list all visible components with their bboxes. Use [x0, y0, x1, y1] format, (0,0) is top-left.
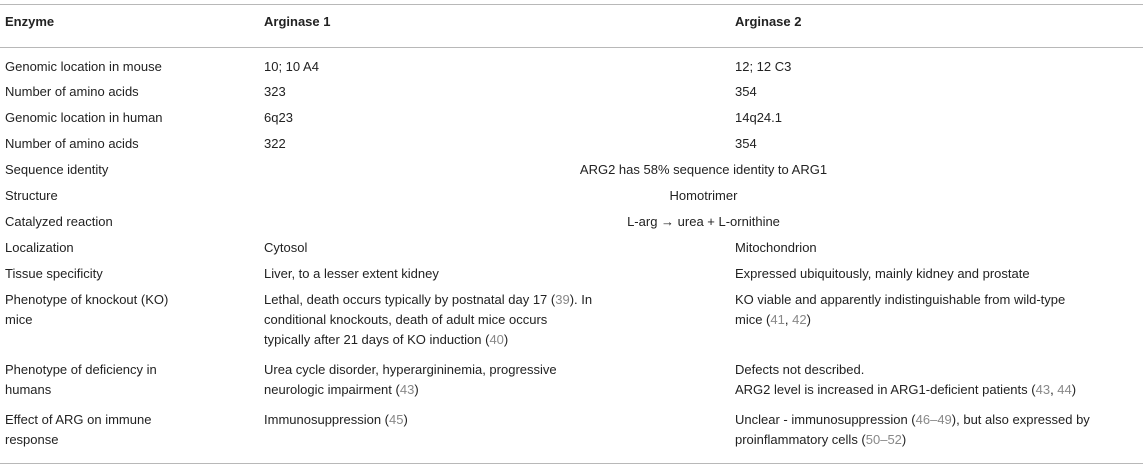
text-span: ): [414, 382, 419, 397]
row-label-genomic-human: Genomic location in human: [5, 110, 163, 125]
text-span: ): [403, 412, 408, 427]
arg2-localization: Mitochondrion: [735, 240, 817, 255]
arg2-aa-mouse: 354: [735, 84, 757, 99]
arg1-knockout-line2: conditional knockouts, death of adult mice occurs: [264, 312, 548, 327]
row-label-immune-line1: Effect of ARG on immune: [5, 412, 152, 427]
arg1-localization: Cytosol: [264, 240, 308, 255]
reference-link[interactable]: 45: [389, 412, 404, 427]
arg2-deficiency: [735, 360, 1143, 400]
catalyzed-reaction-value: L-arg → urea + L-ornithine: [627, 214, 780, 229]
row-label-structure: Structure: [5, 188, 58, 203]
header-enzyme: Enzyme: [5, 14, 55, 29]
row-label-genomic-mouse: Genomic location in mouse: [5, 59, 162, 74]
reference-link[interactable]: 41: [770, 312, 785, 327]
arg2-immune: [735, 410, 1143, 450]
header-rule: [0, 47, 1143, 48]
text-span: Immunosuppression (: [264, 412, 389, 427]
header-arginase-1: Arginase 1: [264, 14, 331, 29]
reference-link[interactable]: 43: [1035, 382, 1051, 397]
row-label-aa-human: Number of amino acids: [5, 136, 139, 151]
text-span: Lethal, death occurs typically by postnatal day 17 (: [264, 292, 556, 307]
bottom-rule: [0, 463, 1143, 464]
text-span: ). In: [569, 292, 593, 307]
row-label-localization: Localization: [5, 240, 74, 255]
row-label-deficiency-line1: Phenotype of deficiency in: [5, 362, 157, 377]
arg2-deficiency-line2: [735, 380, 1143, 400]
arg2-genomic-human: 14q24.1: [735, 110, 782, 125]
arg1-deficiency: [264, 360, 734, 400]
text-span: Unclear - immunosuppression (: [735, 412, 916, 427]
arg2-genomic-mouse: 12; 12 C3: [735, 59, 792, 74]
arg2-aa-human: 354: [735, 136, 757, 151]
reference-link[interactable]: 42: [792, 312, 807, 327]
reference-link[interactable]: 44: [1057, 382, 1072, 397]
row-label-knockout: [5, 290, 250, 330]
arg2-immune-line1: [735, 410, 1143, 430]
row-label-sequence-identity: Sequence identity: [5, 162, 109, 177]
row-label-deficiency: [5, 360, 250, 400]
header-arginase-2: Arginase 2: [735, 14, 802, 29]
arg1-deficiency-line2: [264, 380, 734, 400]
reference-link[interactable]: 40: [489, 332, 504, 347]
arg1-knockout-line3: [264, 330, 734, 350]
top-rule: [0, 4, 1143, 5]
reference-link[interactable]: 39: [555, 292, 570, 307]
text-span: ): [806, 312, 811, 327]
arg1-aa-human: 322: [264, 136, 286, 151]
arg1-immune: [264, 410, 734, 430]
text-span: typically after 21 days of KO induction (: [264, 332, 490, 347]
arg1-knockout: [264, 290, 734, 350]
row-label-deficiency-line2: humans: [5, 382, 52, 397]
text-span: neurologic impairment (: [264, 382, 400, 397]
arg1-aa-mouse: 323: [264, 84, 286, 99]
text-span: ARG2 level is increased in ARG1-deficient patients (: [735, 382, 1036, 397]
arg2-deficiency-line1: Defects not described.: [735, 362, 865, 377]
text-span: ), but also expressed by: [951, 412, 1090, 427]
reference-link[interactable]: 50–52: [865, 432, 902, 447]
arg2-knockout-line1: KO viable and apparently indistinguishable from wild-type: [735, 292, 1066, 307]
text-span: ): [1071, 382, 1077, 397]
row-label-immune: [5, 410, 250, 450]
arg1-knockout-line1: [264, 290, 734, 310]
arg1-immune-line1: [264, 410, 734, 430]
reference-link[interactable]: 43: [399, 382, 415, 397]
text-span: mice (: [735, 312, 771, 327]
row-label-catalyzed-reaction: Catalyzed reaction: [5, 214, 113, 229]
row-label-knockout-line1: Phenotype of knockout (KO): [5, 292, 169, 307]
row-label-immune-line2: response: [5, 432, 59, 447]
arg1-genomic-human: 6q23: [264, 110, 293, 125]
text-span: ,: [1050, 382, 1058, 397]
text-span: proinflammatory cells (: [735, 432, 866, 447]
arg1-deficiency-line1: Urea cycle disorder, hyperargininemia, progressive: [264, 362, 557, 377]
row-label-aa-mouse: Number of amino acids: [5, 84, 139, 99]
arg2-tissue: Expressed ubiquitously, mainly kidney and prostate: [735, 266, 1030, 281]
row-label-knockout-line2: mice: [5, 312, 33, 327]
arg1-tissue: Liver, to a lesser extent kidney: [264, 266, 439, 281]
structure-value: Homotrimer: [669, 188, 738, 203]
row-label-tissue: Tissue specificity: [5, 266, 103, 281]
arg2-knockout: [735, 290, 1143, 330]
text-span: ,: [784, 312, 793, 327]
text-span: ): [503, 332, 509, 347]
arg2-knockout-line2: [735, 310, 1143, 330]
arg2-immune-line2: [735, 430, 1143, 450]
arg1-genomic-mouse: 10; 10 A4: [264, 59, 319, 74]
sequence-identity-value: ARG2 has 58% sequence identity to ARG1: [579, 162, 828, 177]
reference-link[interactable]: 46–49: [915, 412, 952, 427]
text-span: ): [901, 432, 907, 447]
